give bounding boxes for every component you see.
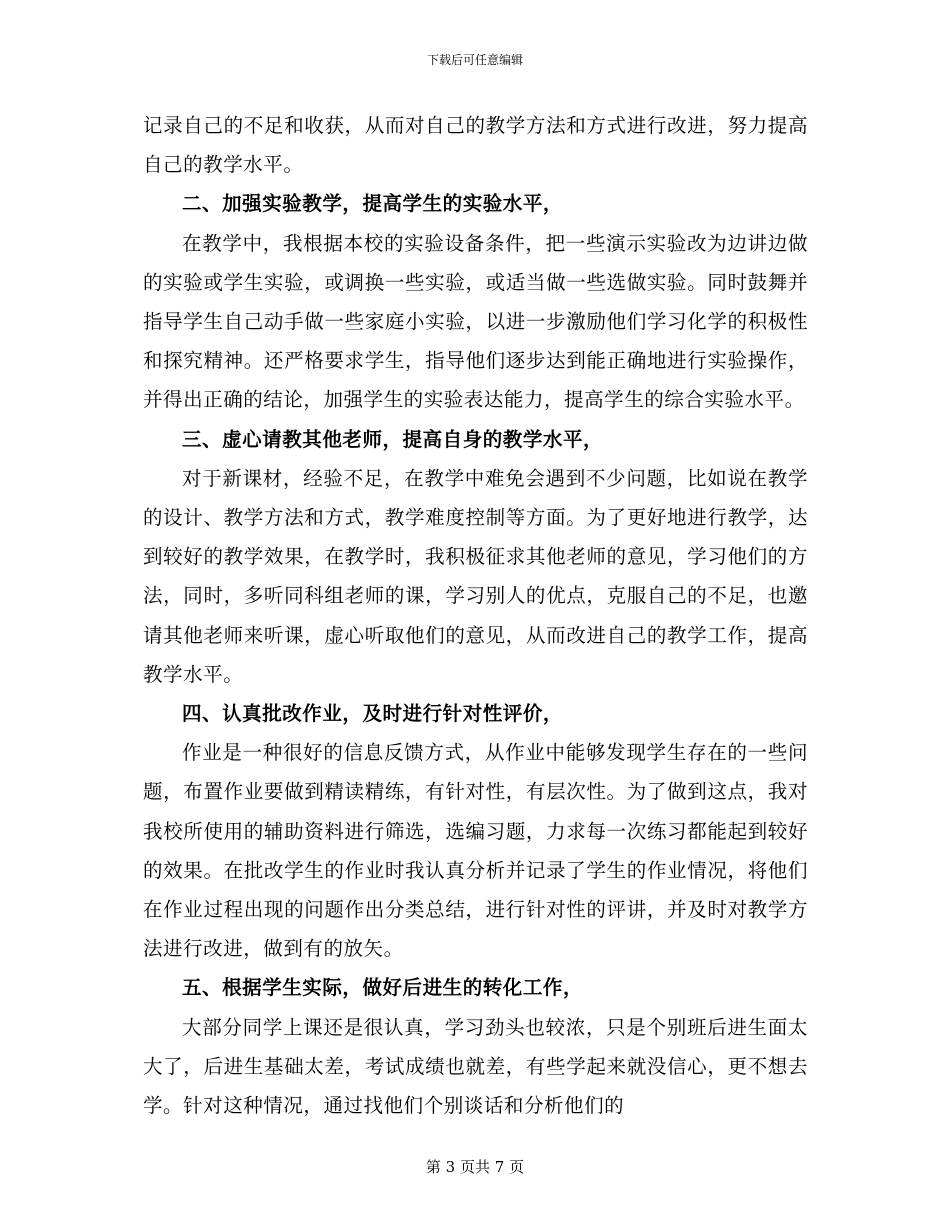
document-body bbox=[143, 106, 808, 1125]
section-paragraph-4: 作业是一种很好的信息反馈方式，从作业中能够发现学生存在的一些问题，布置作业要做到精读精练，有针对性，有层次性。为了做到这点，我对我校所使用的辅助资料进行筛选，选编习题，力求每一次练习都能起到较好的效果。在批改学生的作业时我认真分析并记录了学生的作业情况，将他们在作业过程出现的问题作出分类总结，进行针对性的评讲，并及时对教学方法进行改进，做到有的放矢。 bbox=[143, 741, 808, 961]
page-footer-page-number: 第 3 页共 7 页 bbox=[425, 1158, 525, 1176]
section-heading-2: 二、加强实验教学，提高学生的实验水平， bbox=[182, 192, 563, 216]
section-paragraph-5: 大部分同学上课还是很认真，学习劲头也较浓，只是个别班后进生面太大了，后进生基础太差，考试成绩也就差，有些学起来就没信心，更不想去学。针对这种情况，通过找他们个别谈话和分析他们的 bbox=[143, 1015, 808, 1118]
paragraph-continued: 记录自己的不足和收获，从而对自己的教学方法和方式进行改进，努力提高自己的教学水平。 bbox=[143, 114, 808, 177]
page-header: 下载后可任意编辑 bbox=[426, 53, 523, 67]
section-heading-4: 四、认真批改作业，及时进行针对性评价， bbox=[182, 702, 563, 726]
section-paragraph-2: 在教学中，我根据本校的实验设备条件，把一些演示实验改为边讲边做的实验或学生实验，或调换一些实验，或适当做一些选做实验。同时鼓舞并指导学生自己动手做一些家庭小实验，以进一步激励他们学习化学的积极性和探究精神。还严格要求学生，指导他们逐步达到能正确地进行实验操作，并得出正确的结论，加强学生的实验表达能力，提高学生的综合实验水平。 bbox=[143, 231, 808, 412]
section-paragraph-3: 对于新课材，经验不足，在教学中难免会遇到不少问题，比如说在教学的设计、教学方法和方式，教学难度控制等方面。为了更好地进行教学，达到较好的教学效果，在教学时，我积极征求其他老师的意见，学习他们的方法，同时，多听同科组老师的课，学习别人的优点，克服自己的不足，也邀请其他老师来听课，虚心听取他们的意见，从而改进自己的教学工作，提高教学水平。 bbox=[143, 466, 808, 686]
section-heading-5: 五、根据学生实际，做好后进生的转化工作， bbox=[182, 976, 584, 1000]
section-heading-3: 三、虚心请教其他老师，提高自身的教学水平， bbox=[182, 427, 604, 451]
